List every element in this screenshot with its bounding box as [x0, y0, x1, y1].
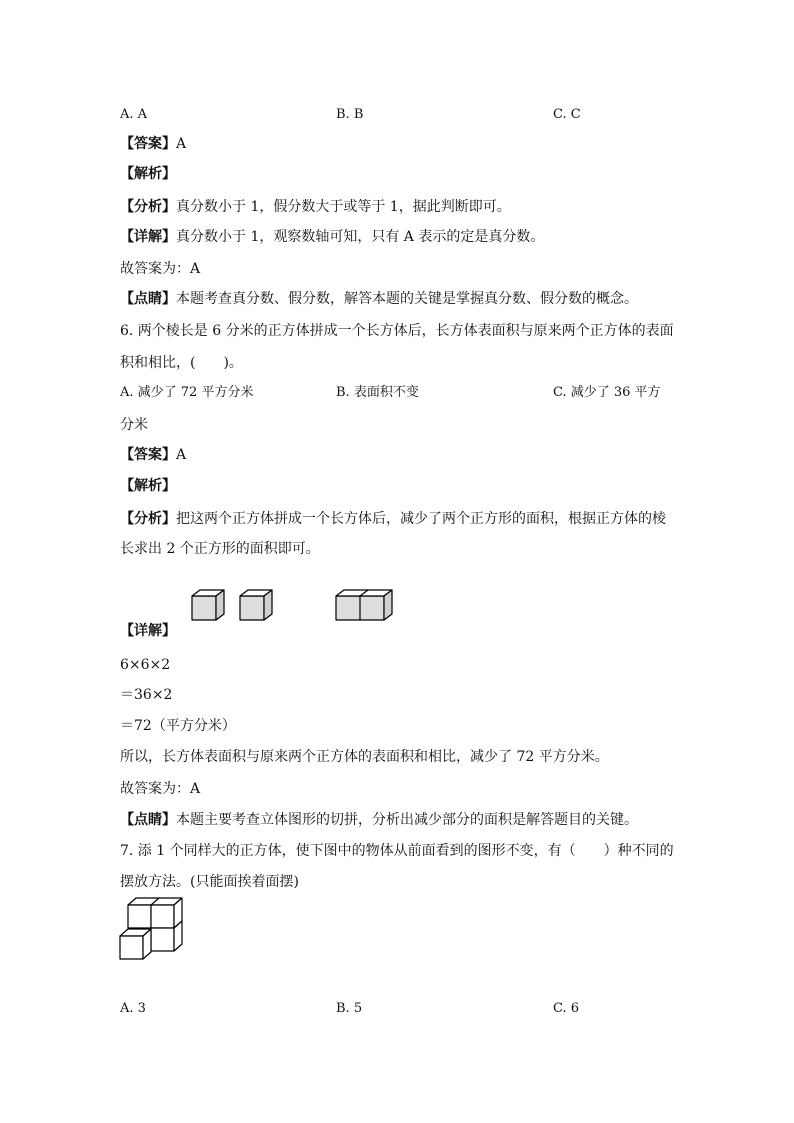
- q7-stem-line2: 摆放方法。(只能面挨着面摆): [120, 874, 299, 890]
- q5-dianjing: [120, 290, 638, 308]
- q6-answer-tag: 【答案】: [120, 447, 176, 463]
- q6-analysis-tag: 【解析】: [120, 478, 176, 494]
- q5-answer-value: A: [176, 136, 187, 152]
- q7-option-c: C. 6: [553, 1001, 580, 1016]
- q7-option-b: B. 5: [336, 1001, 363, 1016]
- q6-conclusion: 故答案为：A: [120, 781, 201, 797]
- q5-answer: [120, 135, 186, 153]
- q6-dianjing-tag: 【点睛】: [120, 812, 176, 828]
- q5-analysis-tag: 【解析】: [120, 166, 176, 182]
- q5-conclusion: 故答案为：A: [120, 261, 201, 277]
- q5-fenxi-text: 真分数小于 1，假分数大于或等于 1，据此判断即可。: [176, 199, 511, 215]
- cube-left: [192, 590, 224, 620]
- q6-stem-line2: 积和相比，( )。: [120, 355, 243, 371]
- q6-fenxi-tag: 【分析】: [120, 511, 176, 527]
- q5-fenxi-tag: 【分析】: [120, 199, 176, 215]
- q6-answer-value: A: [176, 447, 187, 463]
- q5-fenxi: [120, 198, 511, 216]
- q5-xiangjie-text: 真分数小于 1，观察数轴可知，只有 A 表示的定是真分数。: [176, 229, 545, 245]
- q6-dianjing-text: 本题主要考查立体图形的切拼，分析出减少部分的面积是解答题目的关键。: [176, 812, 638, 828]
- q6-calc-step3: ＝72（平方分米）: [120, 718, 236, 734]
- q6-fenxi-line1: [120, 510, 666, 528]
- q5-dianjing-tag: 【点睛】: [120, 291, 176, 307]
- q6-answer: [120, 446, 186, 464]
- two-cubes-figure: [190, 588, 280, 624]
- q6-option-c: C. 减少了 36 平方: [553, 385, 661, 400]
- cuboid-figure: [334, 588, 394, 624]
- q6-calc-step2: ＝36×2: [120, 687, 173, 703]
- q6-option-a: A. 减少了 72 平方分米: [120, 385, 254, 400]
- q6-option-b: B. 表面积不变: [336, 385, 419, 400]
- q5-answer-tag: 【答案】: [120, 136, 176, 152]
- q6-fenxi-text: 把这两个正方体拼成一个长方体后，减少了两个正方形的面积，根据正方体的棱: [176, 511, 666, 527]
- q5-option-c: C. C: [553, 107, 581, 122]
- q6-calc-step1: 6×6×2: [120, 657, 171, 673]
- cube-right: [240, 590, 272, 620]
- cube-stack-figure: [118, 897, 184, 961]
- q5-xiangjie: [120, 228, 544, 246]
- q6-stem-line1: 6. 两个棱长是 6 分米的正方体拼成一个长方体后，长方体表面积与原来两个正方体的表面: [120, 323, 674, 339]
- q6-result: 所以，长方体表面积与原来两个正方体的表面积和相比，减少了 72 平方分米。: [120, 749, 609, 765]
- q5-xiangjie-tag: 【详解】: [120, 229, 176, 245]
- q6-xiangjie-tag: 【详解】: [120, 623, 176, 639]
- q7-option-a: A. 3: [120, 1001, 146, 1016]
- q6-fenxi-line2: 长求出 2 个正方形的面积即可。: [120, 541, 320, 557]
- q6-dianjing: [120, 811, 638, 829]
- q5-dianjing-text: 本题考查真分数、假分数，解答本题的关键是掌握真分数、假分数的概念。: [176, 291, 638, 307]
- q6-option-c-cont: 分米: [120, 417, 148, 433]
- q5-option-a: A. A: [120, 107, 148, 122]
- q7-stem-line1: 7. 添 1 个同样大的正方体，使下图中的物体从前面看到的图形不变，有（ ）种不同的: [120, 843, 674, 859]
- q5-option-b: B. B: [336, 107, 364, 122]
